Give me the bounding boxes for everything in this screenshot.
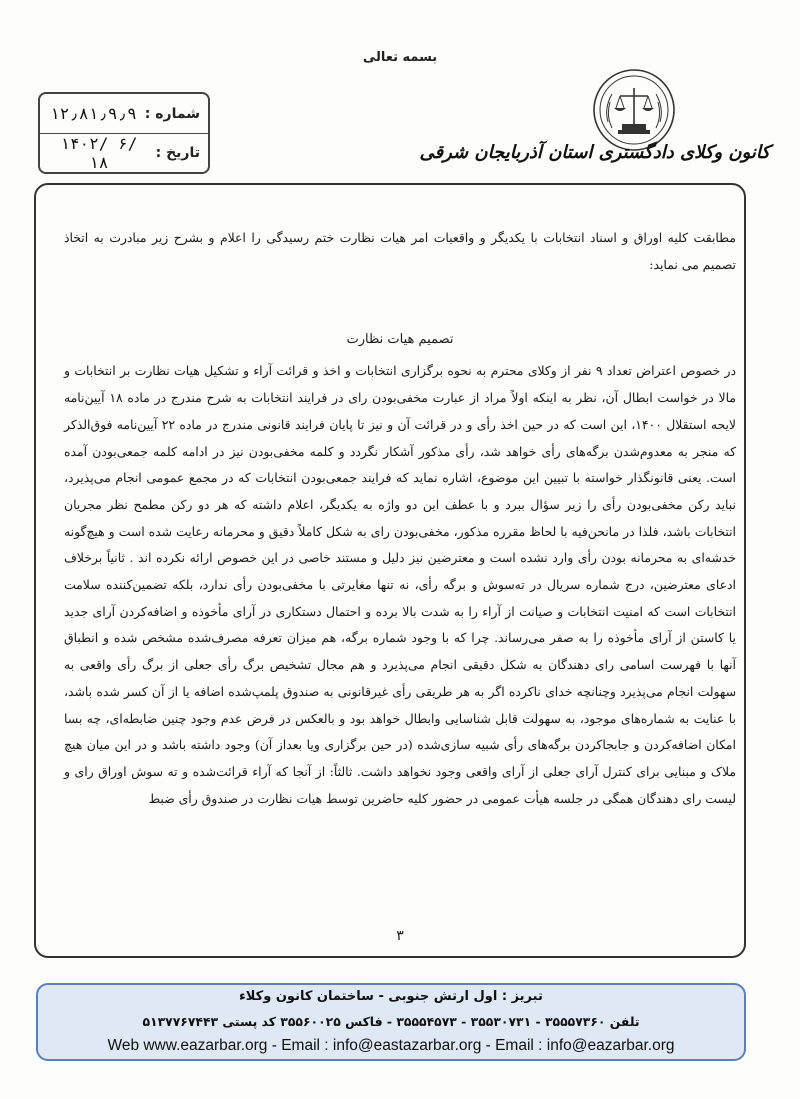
intro-paragraph: مطابقت کلیه اوراق و اسناد انتخابات با یکدیگر و واقعیات امر هیات نظارت ختم رسیدگی را اعلام و بشرح زیر مبادرت به اتخاذ تصمیم می نماید: bbox=[64, 230, 736, 272]
letter-date-value: ۱۴۰۲/ ۶/ ۱۸ bbox=[60, 134, 138, 172]
footer-phones: تلفن ۳۵۵۵۷۳۶۰ - ۳۵۵۳۰۷۳۱ - ۳۵۵۵۴۵۷۳ - فاکس ۳۵۵۶۰۰۲۵ کد پستی ۵۱۳۷۷۶۷۴۴۳ bbox=[142, 1014, 640, 1029]
footer-address: تبریز : اول ارتش جنوبی - ساختمان کانون وکلاء bbox=[239, 989, 543, 1004]
letter-body bbox=[64, 225, 736, 812]
organization-name: کانون وکلای دادگستری استان آذربایجان شرقی bbox=[419, 142, 770, 163]
basmala-heading: بسمه تعالی bbox=[362, 50, 438, 65]
bar-association-emblem-icon bbox=[592, 68, 676, 152]
section-title: تصمیم هیات نظارت bbox=[346, 332, 454, 348]
letter-number-label: شماره : bbox=[144, 105, 200, 122]
letter-number-value: ۱۲٫۸۱٫۹٫۹ bbox=[50, 104, 137, 123]
page-number: ۳ bbox=[396, 928, 404, 944]
letterhead-footer bbox=[36, 983, 746, 1061]
letter-date-row bbox=[40, 133, 208, 172]
footer-web-email: Web www.eazarbar.org - Email : info@eastazarbar.org - Email : info@eazarbar.org bbox=[107, 1037, 675, 1054]
decision-paragraph: در خصوص اعتراض تعداد ۹ نفر از وکلای محترم به نحوه برگزاری انتخابات و اخذ و قرائت آراء و تشکیل هیات نظارت بر انتخابات و مالا در خواست ابطال آن، نظر به اینکه اولاً مراد از عبارت مخفی‌بودن رای در فرایند انتخابات به شرح مندرج در ماده ۱۸ آیین‌نامه لایحه استقلال ۱۴۰۰، این است که در حین اخذ رأی و در قرائت آن و نیز تا پایان فرایند قانونی مندرج در ماده ۲۲ آیین‌نامه فوق‌الذکر که منجر به معدوم‌شدن برگه‌های رأی خواهد شد، رأی مذکور آشکار نگردد و کلمه مخفی‌بودن نیز در ادامه کلمه جمعی‌بودن آمده است. یعنی قانونگذار خواسته با تبیین این موضوع، اشاره نماید که فرایند جمعی‌بودن انتخابات که در مجمع عمومی انجام می‌پذیرد، نباید رکن مخفی‌بودن رأی را زیر سؤال ببرد و با عطف این دو واژه به یکدیگر، اعلام داشته که هر دو رکن مطمح نظر مجریان انتخابات باشد، فلذا در مانحن‌فیه با لحاظ مقرره مذکور، مخفی‌بودن رای به شکل کاملاً دقیق و محرمانه رعایت شده است و هیچ‌گونه خدشه‌ای به محرمانه بودن رأی وارد نشده است و معترضین نیز دلیل و مستند خاصی در این خصوص ارائه نکرده اند . ثانیاً برخلاف ادعای معترضین، درج شماره سریال در ته‌سوش و برگه رأی، نه تنها مغایرتی با مخفی‌بودن رأی ندارد، بلکه تضمین‌کننده سلامت انتخابات است که امنیت انتخابات و صیانت از آراء را به شدت بالا برده و احتمال دستکاری در آرای مأخوذه و اضافه‌کردن آرای جدید یا کاستن از آرای مأخوذه را به صفر می‌رساند. چرا که با وجود شماره برگه، هم میزان تعرفه مصرف‌شده مشخص شده و انطباق آنها با فهرست اسامی رای دهندگان به شکل دقیقی انجام می‌پذیرد و هم مجال تشخیص برگ رأی جعلی از برگ رأی واقعی به سهولت انجام می‌پذیرد وچنانچه خدای ناکرده اگر به هر طریقی رأی غیرقانونی به صندوق پلمپ‌شده اضافه یا از آن کسر شده باشد، با عنایت به شماره‌های موجود، به سهولت قابل شناسایی وابطال خواهد بود و بالعکس در فرض عدم وجود چنین ضابطه‌ای، چه بسا امکان اضافه‌کردن و جابجاکردن برگه‌های رأی شبیه سازی‌شده (در حین برگزاری ویا بعداز آن) وجود داشته باشد و در این میان هیچ ملاک و مبنایی برای کنترل آرای جعلی از آرای واقعی وجود نخواهد داشت. ثالثاً: از آنجا که آراء قرائت‌شده و ته سوش اوراق رای و لیست رای دهندگان همگی در جلسه هیأت عمومی در حضور کلیه حاضرین توسط هیات نظارت در صندوق رأی ضبط bbox=[64, 363, 737, 806]
letter-meta-box bbox=[38, 92, 210, 174]
letter-number-row bbox=[40, 94, 208, 133]
letter-date-label: تاریخ : bbox=[155, 145, 200, 161]
